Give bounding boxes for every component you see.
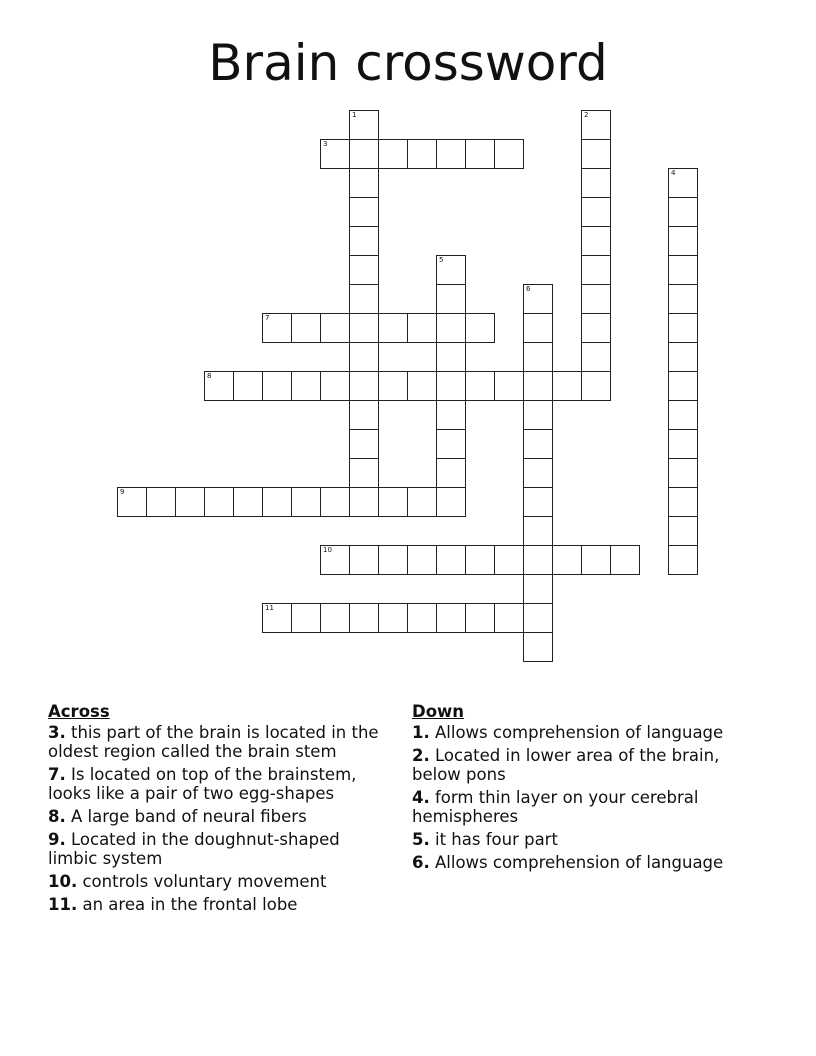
clue-number: 10. bbox=[48, 872, 78, 891]
grid-cell[interactable] bbox=[320, 371, 350, 401]
clue-number: 11. bbox=[48, 895, 78, 914]
grid-cell[interactable] bbox=[436, 487, 466, 517]
clue-across-10 bbox=[48, 872, 393, 891]
grid-cell[interactable] bbox=[378, 313, 408, 343]
grid-cell[interactable] bbox=[349, 429, 379, 459]
cell-number: 5 bbox=[439, 256, 444, 264]
grid-cell[interactable] bbox=[436, 284, 466, 314]
grid-cell[interactable] bbox=[552, 545, 582, 575]
grid-cell[interactable] bbox=[320, 603, 350, 633]
clue-text: Located in the doughnut-shaped limbic system bbox=[48, 830, 340, 868]
clue-down-2 bbox=[412, 746, 757, 784]
clue-text: controls voluntary movement bbox=[82, 872, 327, 891]
clue-number: 5. bbox=[412, 830, 430, 849]
cell-number: 9 bbox=[120, 488, 125, 496]
clue-number: 1. bbox=[412, 723, 430, 742]
clue-text: it has four part bbox=[435, 830, 558, 849]
grid-cell[interactable] bbox=[378, 603, 408, 633]
grid-cell[interactable] bbox=[523, 632, 553, 662]
grid-cell[interactable] bbox=[436, 400, 466, 430]
grid-cell[interactable] bbox=[291, 313, 321, 343]
grid-cell[interactable] bbox=[175, 487, 205, 517]
clue-down-1 bbox=[412, 723, 757, 742]
grid-cell[interactable] bbox=[552, 371, 582, 401]
grid-cell[interactable] bbox=[668, 197, 698, 227]
down-clues bbox=[412, 702, 757, 876]
grid-cell[interactable] bbox=[349, 545, 379, 575]
grid-cell[interactable] bbox=[378, 371, 408, 401]
grid-cell[interactable] bbox=[581, 284, 611, 314]
clue-number: 7. bbox=[48, 765, 66, 784]
grid-cell[interactable] bbox=[262, 313, 292, 343]
grid-cell[interactable] bbox=[378, 545, 408, 575]
grid-cell[interactable] bbox=[523, 284, 553, 314]
grid-cell[interactable] bbox=[523, 342, 553, 372]
grid-cell[interactable] bbox=[436, 545, 466, 575]
cell-number: 11 bbox=[265, 604, 274, 612]
grid-cell[interactable] bbox=[436, 371, 466, 401]
grid-cell[interactable] bbox=[407, 313, 437, 343]
grid-cell[interactable] bbox=[349, 139, 379, 169]
cell-number: 3 bbox=[323, 140, 328, 148]
clue-number: 4. bbox=[412, 788, 430, 807]
clue-text: Is located on top of the brainstem, looks like a pair of two egg-shapes bbox=[48, 765, 357, 803]
grid-cell[interactable] bbox=[320, 139, 350, 169]
grid-cell[interactable] bbox=[291, 371, 321, 401]
clue-number: 8. bbox=[48, 807, 66, 826]
grid-cell[interactable] bbox=[668, 284, 698, 314]
grid-cell[interactable] bbox=[581, 371, 611, 401]
grid-cell[interactable] bbox=[436, 342, 466, 372]
grid-cell[interactable] bbox=[668, 429, 698, 459]
grid-cell[interactable] bbox=[465, 545, 495, 575]
grid-cell[interactable] bbox=[349, 284, 379, 314]
grid-cell[interactable] bbox=[349, 400, 379, 430]
clue-down-6 bbox=[412, 853, 757, 872]
grid-cell[interactable] bbox=[436, 139, 466, 169]
grid-cell[interactable] bbox=[349, 458, 379, 488]
grid-cell[interactable] bbox=[581, 545, 611, 575]
grid-cell[interactable] bbox=[581, 168, 611, 198]
clue-across-3 bbox=[48, 723, 393, 761]
grid-cell[interactable] bbox=[523, 487, 553, 517]
clue-number: 6. bbox=[412, 853, 430, 872]
grid-cell[interactable] bbox=[407, 545, 437, 575]
grid-cell[interactable] bbox=[436, 313, 466, 343]
grid-cell[interactable] bbox=[668, 313, 698, 343]
cell-number: 1 bbox=[352, 111, 357, 119]
grid-cell[interactable] bbox=[349, 342, 379, 372]
grid-cell[interactable] bbox=[117, 487, 147, 517]
grid-cell[interactable] bbox=[465, 371, 495, 401]
grid-cell[interactable] bbox=[668, 168, 698, 198]
grid-cell[interactable] bbox=[407, 487, 437, 517]
grid-cell[interactable] bbox=[465, 313, 495, 343]
grid-cell[interactable] bbox=[668, 400, 698, 430]
grid-cell[interactable] bbox=[494, 545, 524, 575]
grid-cell[interactable] bbox=[523, 574, 553, 604]
grid-cell[interactable] bbox=[494, 371, 524, 401]
grid-cell[interactable] bbox=[204, 487, 234, 517]
grid-cell[interactable] bbox=[668, 371, 698, 401]
grid-cell[interactable] bbox=[262, 371, 292, 401]
grid-cell[interactable] bbox=[436, 603, 466, 633]
clue-text: Allows comprehension of language bbox=[435, 723, 724, 742]
grid-cell[interactable] bbox=[407, 139, 437, 169]
grid-cell[interactable] bbox=[436, 458, 466, 488]
grid-cell[interactable] bbox=[349, 313, 379, 343]
clue-text: Allows comprehension of language bbox=[435, 853, 724, 872]
grid-cell[interactable] bbox=[523, 400, 553, 430]
grid-cell[interactable] bbox=[581, 139, 611, 169]
clue-down-4 bbox=[412, 788, 757, 826]
cell-number: 7 bbox=[265, 314, 270, 322]
grid-cell[interactable] bbox=[581, 226, 611, 256]
grid-cell[interactable] bbox=[262, 603, 292, 633]
grid-cell[interactable] bbox=[523, 603, 553, 633]
grid-cell[interactable] bbox=[581, 110, 611, 140]
grid-cell[interactable] bbox=[668, 545, 698, 575]
grid-cell[interactable] bbox=[349, 197, 379, 227]
grid-cell[interactable] bbox=[320, 487, 350, 517]
grid-cell[interactable] bbox=[523, 429, 553, 459]
grid-cell[interactable] bbox=[494, 139, 524, 169]
grid-cell[interactable] bbox=[436, 255, 466, 285]
grid-cell[interactable] bbox=[320, 545, 350, 575]
clue-text: A large band of neural fibers bbox=[71, 807, 307, 826]
cell-number: 8 bbox=[207, 372, 212, 380]
grid-cell[interactable] bbox=[378, 487, 408, 517]
grid-cell[interactable] bbox=[523, 371, 553, 401]
clue-text: this part of the brain is located in the oldest region called the brain stem bbox=[48, 723, 379, 761]
grid-cell[interactable] bbox=[610, 545, 640, 575]
page-title: Brain crossword bbox=[208, 34, 608, 92]
grid-cell[interactable] bbox=[581, 342, 611, 372]
grid-cell[interactable] bbox=[668, 487, 698, 517]
cell-number: 10 bbox=[323, 546, 332, 554]
grid-cell[interactable] bbox=[523, 516, 553, 546]
grid-cell[interactable] bbox=[349, 603, 379, 633]
clue-across-9 bbox=[48, 830, 393, 868]
grid-cell[interactable] bbox=[668, 516, 698, 546]
clue-text: Located in lower area of the brain, below pons bbox=[412, 746, 720, 784]
grid-cell[interactable] bbox=[523, 313, 553, 343]
grid-cell[interactable] bbox=[233, 487, 263, 517]
grid-cell[interactable] bbox=[523, 458, 553, 488]
grid-cell[interactable] bbox=[465, 603, 495, 633]
grid-cell[interactable] bbox=[581, 197, 611, 227]
grid-cell[interactable] bbox=[349, 487, 379, 517]
grid-cell[interactable] bbox=[668, 255, 698, 285]
clue-text: an area in the frontal lobe bbox=[82, 895, 298, 914]
grid-cell[interactable] bbox=[291, 487, 321, 517]
clue-across-7 bbox=[48, 765, 393, 803]
grid-cell[interactable] bbox=[436, 429, 466, 459]
grid-cell[interactable] bbox=[668, 342, 698, 372]
grid-cell[interactable] bbox=[262, 487, 292, 517]
grid-cell[interactable] bbox=[349, 168, 379, 198]
grid-cell[interactable] bbox=[494, 603, 524, 633]
clue-number: 2. bbox=[412, 746, 430, 765]
grid-cell[interactable] bbox=[233, 371, 263, 401]
grid-cell[interactable] bbox=[378, 139, 408, 169]
grid-cell[interactable] bbox=[349, 255, 379, 285]
grid-cell[interactable] bbox=[204, 371, 234, 401]
clue-down-5 bbox=[412, 830, 757, 849]
cell-number: 4 bbox=[671, 169, 676, 177]
grid-cell[interactable] bbox=[291, 603, 321, 633]
grid-cell[interactable] bbox=[523, 545, 553, 575]
across-heading: Across bbox=[48, 702, 110, 721]
grid-cell[interactable] bbox=[349, 226, 379, 256]
clue-across-11 bbox=[48, 895, 393, 914]
grid-cell[interactable] bbox=[407, 603, 437, 633]
clue-number: 3. bbox=[48, 723, 66, 742]
clue-number: 9. bbox=[48, 830, 66, 849]
across-clues bbox=[48, 702, 393, 918]
grid-cell[interactable] bbox=[465, 139, 495, 169]
grid-cell[interactable] bbox=[349, 371, 379, 401]
clue-across-8 bbox=[48, 807, 393, 826]
grid-cell[interactable] bbox=[320, 313, 350, 343]
grid-cell[interactable] bbox=[668, 458, 698, 488]
grid-cell[interactable] bbox=[581, 255, 611, 285]
clue-text: form thin layer on your cerebral hemispheres bbox=[412, 788, 699, 826]
grid-cell[interactable] bbox=[581, 313, 611, 343]
down-heading: Down bbox=[412, 702, 465, 721]
grid-cell[interactable] bbox=[146, 487, 176, 517]
grid-cell[interactable] bbox=[349, 110, 379, 140]
cell-number: 2 bbox=[584, 111, 589, 119]
cell-number: 6 bbox=[526, 285, 531, 293]
grid-cell[interactable] bbox=[407, 371, 437, 401]
grid-cell[interactable] bbox=[668, 226, 698, 256]
